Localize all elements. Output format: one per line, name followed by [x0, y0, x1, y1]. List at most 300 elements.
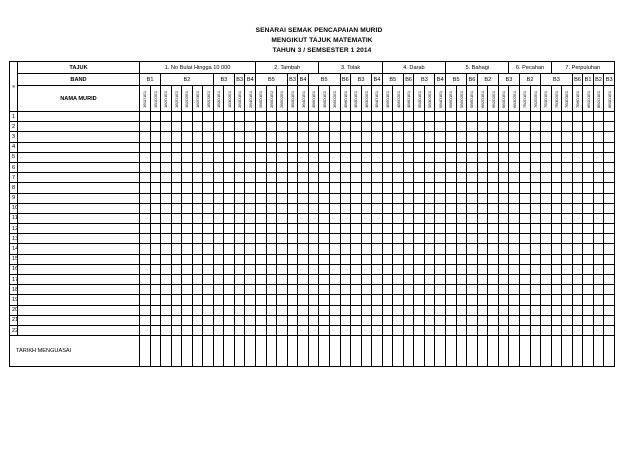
checkbox-cell[interactable]	[382, 162, 393, 172]
checkbox-cell[interactable]	[372, 234, 383, 244]
student-name-cell[interactable]	[18, 254, 140, 264]
checkbox-cell[interactable]	[192, 305, 203, 315]
checkbox-cell[interactable]	[467, 122, 478, 132]
checkbox-cell[interactable]	[593, 142, 604, 152]
date-cell[interactable]	[562, 336, 573, 367]
checkbox-cell[interactable]	[182, 142, 193, 152]
checkbox-cell[interactable]	[182, 325, 193, 335]
checkbox-cell[interactable]	[520, 275, 531, 285]
checkbox-cell[interactable]	[224, 275, 235, 285]
checkbox-cell[interactable]	[414, 213, 425, 223]
checkbox-cell[interactable]	[562, 173, 573, 183]
checkbox-cell[interactable]	[319, 244, 330, 254]
date-cell[interactable]	[498, 336, 509, 367]
checkbox-cell[interactable]	[498, 183, 509, 193]
checkbox-cell[interactable]	[182, 122, 193, 132]
checkbox-cell[interactable]	[477, 142, 488, 152]
checkbox-cell[interactable]	[509, 173, 520, 183]
checkbox-cell[interactable]	[382, 173, 393, 183]
checkbox-cell[interactable]	[140, 325, 151, 335]
checkbox-cell[interactable]	[287, 295, 298, 305]
checkbox-cell[interactable]	[604, 325, 615, 335]
checkbox-cell[interactable]	[203, 224, 214, 234]
checkbox-cell[interactable]	[277, 213, 288, 223]
checkbox-cell[interactable]	[203, 264, 214, 274]
date-cell[interactable]	[393, 336, 404, 367]
checkbox-cell[interactable]	[393, 305, 404, 315]
checkbox-cell[interactable]	[372, 264, 383, 274]
checkbox-cell[interactable]	[234, 152, 245, 162]
checkbox-cell[interactable]	[351, 244, 362, 254]
checkbox-cell[interactable]	[572, 132, 583, 142]
checkbox-cell[interactable]	[393, 183, 404, 193]
checkbox-cell[interactable]	[266, 254, 277, 264]
checkbox-cell[interactable]	[414, 244, 425, 254]
checkbox-cell[interactable]	[171, 325, 182, 335]
checkbox-cell[interactable]	[192, 193, 203, 203]
checkbox-cell[interactable]	[467, 295, 478, 305]
checkbox-cell[interactable]	[266, 152, 277, 162]
checkbox-cell[interactable]	[435, 193, 446, 203]
checkbox-cell[interactable]	[224, 224, 235, 234]
date-cell[interactable]	[340, 336, 351, 367]
checkbox-cell[interactable]	[372, 173, 383, 183]
checkbox-cell[interactable]	[372, 224, 383, 234]
checkbox-cell[interactable]	[583, 203, 594, 213]
checkbox-cell[interactable]	[245, 295, 256, 305]
checkbox-cell[interactable]	[467, 183, 478, 193]
checkbox-cell[interactable]	[298, 325, 309, 335]
checkbox-cell[interactable]	[456, 132, 467, 142]
checkbox-cell[interactable]	[456, 112, 467, 122]
date-cell[interactable]	[213, 336, 224, 367]
checkbox-cell[interactable]	[520, 142, 531, 152]
checkbox-cell[interactable]	[456, 275, 467, 285]
checkbox-cell[interactable]	[298, 132, 309, 142]
checkbox-cell[interactable]	[150, 295, 161, 305]
checkbox-cell[interactable]	[234, 193, 245, 203]
checkbox-cell[interactable]	[245, 132, 256, 142]
checkbox-cell[interactable]	[361, 162, 372, 172]
checkbox-cell[interactable]	[456, 224, 467, 234]
checkbox-cell[interactable]	[340, 173, 351, 183]
checkbox-cell[interactable]	[256, 142, 267, 152]
checkbox-cell[interactable]	[583, 264, 594, 274]
checkbox-cell[interactable]	[562, 244, 573, 254]
checkbox-cell[interactable]	[572, 122, 583, 132]
checkbox-cell[interactable]	[446, 244, 457, 254]
checkbox-cell[interactable]	[551, 213, 562, 223]
date-cell[interactable]	[361, 336, 372, 367]
checkbox-cell[interactable]	[351, 122, 362, 132]
checkbox-cell[interactable]	[593, 173, 604, 183]
checkbox-cell[interactable]	[488, 112, 499, 122]
checkbox-cell[interactable]	[319, 295, 330, 305]
checkbox-cell[interactable]	[182, 264, 193, 274]
checkbox-cell[interactable]	[192, 173, 203, 183]
checkbox-cell[interactable]	[467, 244, 478, 254]
checkbox-cell[interactable]	[583, 325, 594, 335]
checkbox-cell[interactable]	[140, 305, 151, 315]
checkbox-cell[interactable]	[435, 122, 446, 132]
checkbox-cell[interactable]	[435, 152, 446, 162]
checkbox-cell[interactable]	[256, 275, 267, 285]
checkbox-cell[interactable]	[256, 112, 267, 122]
checkbox-cell[interactable]	[572, 285, 583, 295]
checkbox-cell[interactable]	[308, 183, 319, 193]
checkbox-cell[interactable]	[477, 234, 488, 244]
checkbox-cell[interactable]	[467, 162, 478, 172]
checkbox-cell[interactable]	[509, 295, 520, 305]
checkbox-cell[interactable]	[351, 234, 362, 244]
checkbox-cell[interactable]	[171, 234, 182, 244]
checkbox-cell[interactable]	[551, 254, 562, 264]
checkbox-cell[interactable]	[277, 264, 288, 274]
checkbox-cell[interactable]	[245, 142, 256, 152]
checkbox-cell[interactable]	[382, 132, 393, 142]
checkbox-cell[interactable]	[498, 173, 509, 183]
checkbox-cell[interactable]	[509, 162, 520, 172]
checkbox-cell[interactable]	[488, 224, 499, 234]
checkbox-cell[interactable]	[541, 193, 552, 203]
checkbox-cell[interactable]	[541, 213, 552, 223]
checkbox-cell[interactable]	[424, 152, 435, 162]
checkbox-cell[interactable]	[393, 295, 404, 305]
checkbox-cell[interactable]	[224, 203, 235, 213]
checkbox-cell[interactable]	[541, 254, 552, 264]
checkbox-cell[interactable]	[192, 152, 203, 162]
checkbox-cell[interactable]	[562, 142, 573, 152]
checkbox-cell[interactable]	[530, 295, 541, 305]
checkbox-cell[interactable]	[424, 295, 435, 305]
checkbox-cell[interactable]	[234, 234, 245, 244]
checkbox-cell[interactable]	[551, 183, 562, 193]
checkbox-cell[interactable]	[583, 142, 594, 152]
checkbox-cell[interactable]	[414, 254, 425, 264]
checkbox-cell[interactable]	[403, 162, 414, 172]
checkbox-cell[interactable]	[530, 213, 541, 223]
checkbox-cell[interactable]	[382, 254, 393, 264]
checkbox-cell[interactable]	[382, 285, 393, 295]
checkbox-cell[interactable]	[372, 315, 383, 325]
checkbox-cell[interactable]	[256, 193, 267, 203]
checkbox-cell[interactable]	[161, 142, 172, 152]
checkbox-cell[interactable]	[351, 275, 362, 285]
checkbox-cell[interactable]	[477, 325, 488, 335]
checkbox-cell[interactable]	[182, 173, 193, 183]
checkbox-cell[interactable]	[192, 183, 203, 193]
checkbox-cell[interactable]	[382, 183, 393, 193]
checkbox-cell[interactable]	[541, 183, 552, 193]
checkbox-cell[interactable]	[351, 183, 362, 193]
checkbox-cell[interactable]	[446, 152, 457, 162]
checkbox-cell[interactable]	[593, 152, 604, 162]
checkbox-cell[interactable]	[340, 162, 351, 172]
date-cell[interactable]	[414, 336, 425, 367]
checkbox-cell[interactable]	[224, 244, 235, 254]
checkbox-cell[interactable]	[234, 254, 245, 264]
checkbox-cell[interactable]	[351, 305, 362, 315]
checkbox-cell[interactable]	[530, 275, 541, 285]
checkbox-cell[interactable]	[572, 142, 583, 152]
checkbox-cell[interactable]	[498, 254, 509, 264]
checkbox-cell[interactable]	[372, 305, 383, 315]
checkbox-cell[interactable]	[509, 132, 520, 142]
checkbox-cell[interactable]	[298, 193, 309, 203]
checkbox-cell[interactable]	[266, 224, 277, 234]
checkbox-cell[interactable]	[161, 203, 172, 213]
checkbox-cell[interactable]	[593, 295, 604, 305]
checkbox-cell[interactable]	[446, 295, 457, 305]
student-name-cell[interactable]	[18, 112, 140, 122]
checkbox-cell[interactable]	[488, 152, 499, 162]
checkbox-cell[interactable]	[351, 152, 362, 162]
checkbox-cell[interactable]	[150, 244, 161, 254]
checkbox-cell[interactable]	[530, 193, 541, 203]
checkbox-cell[interactable]	[604, 295, 615, 305]
checkbox-cell[interactable]	[372, 122, 383, 132]
checkbox-cell[interactable]	[520, 285, 531, 295]
checkbox-cell[interactable]	[372, 213, 383, 223]
checkbox-cell[interactable]	[403, 122, 414, 132]
checkbox-cell[interactable]	[372, 244, 383, 254]
checkbox-cell[interactable]	[520, 315, 531, 325]
date-cell[interactable]	[245, 336, 256, 367]
date-cell[interactable]	[446, 336, 457, 367]
checkbox-cell[interactable]	[435, 325, 446, 335]
checkbox-cell[interactable]	[245, 112, 256, 122]
checkbox-cell[interactable]	[192, 254, 203, 264]
checkbox-cell[interactable]	[329, 132, 340, 142]
checkbox-cell[interactable]	[192, 142, 203, 152]
date-cell[interactable]	[298, 336, 309, 367]
checkbox-cell[interactable]	[351, 162, 362, 172]
checkbox-cell[interactable]	[372, 142, 383, 152]
checkbox-cell[interactable]	[403, 234, 414, 244]
checkbox-cell[interactable]	[245, 315, 256, 325]
checkbox-cell[interactable]	[203, 234, 214, 244]
checkbox-cell[interactable]	[224, 193, 235, 203]
checkbox-cell[interactable]	[266, 285, 277, 295]
checkbox-cell[interactable]	[192, 203, 203, 213]
checkbox-cell[interactable]	[456, 305, 467, 315]
checkbox-cell[interactable]	[182, 193, 193, 203]
checkbox-cell[interactable]	[171, 305, 182, 315]
checkbox-cell[interactable]	[224, 315, 235, 325]
checkbox-cell[interactable]	[604, 213, 615, 223]
checkbox-cell[interactable]	[256, 325, 267, 335]
checkbox-cell[interactable]	[171, 142, 182, 152]
checkbox-cell[interactable]	[382, 315, 393, 325]
checkbox-cell[interactable]	[329, 193, 340, 203]
checkbox-cell[interactable]	[593, 264, 604, 274]
checkbox-cell[interactable]	[551, 264, 562, 274]
checkbox-cell[interactable]	[551, 285, 562, 295]
checkbox-cell[interactable]	[150, 315, 161, 325]
checkbox-cell[interactable]	[583, 173, 594, 183]
checkbox-cell[interactable]	[319, 162, 330, 172]
checkbox-cell[interactable]	[182, 162, 193, 172]
checkbox-cell[interactable]	[140, 224, 151, 234]
checkbox-cell[interactable]	[372, 285, 383, 295]
date-cell[interactable]	[266, 336, 277, 367]
checkbox-cell[interactable]	[213, 234, 224, 244]
checkbox-cell[interactable]	[298, 122, 309, 132]
checkbox-cell[interactable]	[287, 244, 298, 254]
checkbox-cell[interactable]	[224, 132, 235, 142]
checkbox-cell[interactable]	[551, 152, 562, 162]
checkbox-cell[interactable]	[203, 193, 214, 203]
checkbox-cell[interactable]	[266, 244, 277, 254]
checkbox-cell[interactable]	[140, 264, 151, 274]
checkbox-cell[interactable]	[414, 224, 425, 234]
checkbox-cell[interactable]	[308, 315, 319, 325]
checkbox-cell[interactable]	[161, 315, 172, 325]
checkbox-cell[interactable]	[224, 285, 235, 295]
checkbox-cell[interactable]	[583, 132, 594, 142]
checkbox-cell[interactable]	[171, 244, 182, 254]
checkbox-cell[interactable]	[488, 213, 499, 223]
checkbox-cell[interactable]	[213, 162, 224, 172]
checkbox-cell[interactable]	[340, 275, 351, 285]
checkbox-cell[interactable]	[308, 142, 319, 152]
student-name-cell[interactable]	[18, 142, 140, 152]
checkbox-cell[interactable]	[456, 193, 467, 203]
checkbox-cell[interactable]	[393, 193, 404, 203]
checkbox-cell[interactable]	[498, 193, 509, 203]
checkbox-cell[interactable]	[224, 325, 235, 335]
date-cell[interactable]	[372, 336, 383, 367]
checkbox-cell[interactable]	[393, 264, 404, 274]
checkbox-cell[interactable]	[414, 275, 425, 285]
checkbox-cell[interactable]	[140, 183, 151, 193]
checkbox-cell[interactable]	[182, 224, 193, 234]
checkbox-cell[interactable]	[488, 122, 499, 132]
checkbox-cell[interactable]	[213, 203, 224, 213]
checkbox-cell[interactable]	[456, 162, 467, 172]
checkbox-cell[interactable]	[541, 152, 552, 162]
checkbox-cell[interactable]	[234, 315, 245, 325]
checkbox-cell[interactable]	[161, 183, 172, 193]
checkbox-cell[interactable]	[150, 325, 161, 335]
checkbox-cell[interactable]	[287, 152, 298, 162]
checkbox-cell[interactable]	[414, 285, 425, 295]
checkbox-cell[interactable]	[245, 213, 256, 223]
checkbox-cell[interactable]	[150, 193, 161, 203]
checkbox-cell[interactable]	[203, 285, 214, 295]
checkbox-cell[interactable]	[488, 254, 499, 264]
checkbox-cell[interactable]	[593, 275, 604, 285]
checkbox-cell[interactable]	[361, 295, 372, 305]
checkbox-cell[interactable]	[403, 315, 414, 325]
checkbox-cell[interactable]	[171, 203, 182, 213]
checkbox-cell[interactable]	[498, 112, 509, 122]
checkbox-cell[interactable]	[583, 213, 594, 223]
checkbox-cell[interactable]	[498, 122, 509, 132]
date-cell[interactable]	[234, 336, 245, 367]
checkbox-cell[interactable]	[424, 254, 435, 264]
checkbox-cell[interactable]	[213, 183, 224, 193]
checkbox-cell[interactable]	[572, 193, 583, 203]
checkbox-cell[interactable]	[361, 152, 372, 162]
checkbox-cell[interactable]	[351, 315, 362, 325]
checkbox-cell[interactable]	[234, 132, 245, 142]
checkbox-cell[interactable]	[551, 203, 562, 213]
checkbox-cell[interactable]	[435, 213, 446, 223]
checkbox-cell[interactable]	[572, 275, 583, 285]
checkbox-cell[interactable]	[203, 244, 214, 254]
checkbox-cell[interactable]	[520, 305, 531, 315]
checkbox-cell[interactable]	[298, 254, 309, 264]
checkbox-cell[interactable]	[593, 112, 604, 122]
checkbox-cell[interactable]	[171, 285, 182, 295]
checkbox-cell[interactable]	[530, 254, 541, 264]
checkbox-cell[interactable]	[287, 132, 298, 142]
checkbox-cell[interactable]	[583, 285, 594, 295]
checkbox-cell[interactable]	[287, 203, 298, 213]
checkbox-cell[interactable]	[224, 112, 235, 122]
checkbox-cell[interactable]	[509, 254, 520, 264]
checkbox-cell[interactable]	[393, 162, 404, 172]
checkbox-cell[interactable]	[446, 254, 457, 264]
checkbox-cell[interactable]	[213, 295, 224, 305]
checkbox-cell[interactable]	[498, 142, 509, 152]
checkbox-cell[interactable]	[562, 325, 573, 335]
checkbox-cell[interactable]	[340, 142, 351, 152]
student-name-cell[interactable]	[18, 305, 140, 315]
checkbox-cell[interactable]	[224, 162, 235, 172]
checkbox-cell[interactable]	[593, 305, 604, 315]
checkbox-cell[interactable]	[277, 224, 288, 234]
checkbox-cell[interactable]	[340, 213, 351, 223]
checkbox-cell[interactable]	[351, 295, 362, 305]
checkbox-cell[interactable]	[224, 305, 235, 315]
checkbox-cell[interactable]	[509, 203, 520, 213]
checkbox-cell[interactable]	[509, 275, 520, 285]
checkbox-cell[interactable]	[372, 203, 383, 213]
checkbox-cell[interactable]	[551, 142, 562, 152]
checkbox-cell[interactable]	[150, 305, 161, 315]
date-cell[interactable]	[192, 336, 203, 367]
checkbox-cell[interactable]	[403, 152, 414, 162]
checkbox-cell[interactable]	[308, 173, 319, 183]
checkbox-cell[interactable]	[393, 285, 404, 295]
checkbox-cell[interactable]	[182, 315, 193, 325]
checkbox-cell[interactable]	[520, 295, 531, 305]
checkbox-cell[interactable]	[403, 305, 414, 315]
checkbox-cell[interactable]	[351, 203, 362, 213]
student-name-cell[interactable]	[18, 325, 140, 335]
student-name-cell[interactable]	[18, 213, 140, 223]
checkbox-cell[interactable]	[351, 132, 362, 142]
checkbox-cell[interactable]	[140, 234, 151, 244]
checkbox-cell[interactable]	[372, 162, 383, 172]
checkbox-cell[interactable]	[488, 162, 499, 172]
checkbox-cell[interactable]	[256, 234, 267, 244]
checkbox-cell[interactable]	[446, 142, 457, 152]
checkbox-cell[interactable]	[161, 285, 172, 295]
checkbox-cell[interactable]	[604, 173, 615, 183]
checkbox-cell[interactable]	[140, 132, 151, 142]
checkbox-cell[interactable]	[498, 203, 509, 213]
checkbox-cell[interactable]	[467, 152, 478, 162]
checkbox-cell[interactable]	[530, 244, 541, 254]
checkbox-cell[interactable]	[245, 325, 256, 335]
checkbox-cell[interactable]	[245, 264, 256, 274]
checkbox-cell[interactable]	[192, 132, 203, 142]
student-name-cell[interactable]	[18, 162, 140, 172]
checkbox-cell[interactable]	[298, 183, 309, 193]
